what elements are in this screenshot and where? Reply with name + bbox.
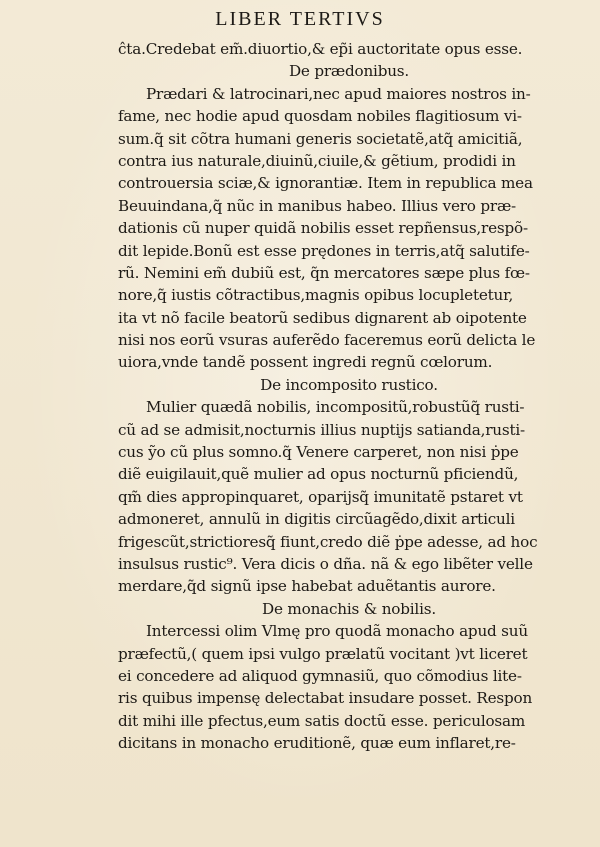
text-line: controuersia sciæ,& ignorantiæ. Item in republica mea — [118, 174, 533, 193]
text-line: qm̃ dies appropinquaret, oparijsq̃ imunitatẽ pstaret vt — [118, 487, 523, 506]
section-heading: De monachis & nobilis. — [262, 599, 436, 618]
text-line: admoneret, annulũ in digitis circũagẽdo,dixit articuli — [118, 510, 515, 529]
text-line: nore,q̃ iustis cõtractibus,magnis opibus locupletetur, — [118, 286, 514, 305]
text-line: præfectũ,( quem ipsi vulgo prælatũ vocitant )vt liceret — [118, 644, 528, 663]
text-line: ris quibus impensę delectabat insudare posset. Respon — [118, 689, 533, 708]
text-line: dit lepide.Bonũ est esse prędones in terris,atq̃ salutife- — [118, 241, 530, 260]
text-line: dit mihi ille pfectus,eum satis doctũ esse. periculosam — [118, 711, 526, 730]
text-line: dicitans in monacho eruditionẽ, quæ eum inflaret,re- — [118, 734, 516, 753]
text-line: frigescũt,strictioresq̃ fiunt,credo diẽ ṗpe adesse, ad hoc — [118, 532, 538, 551]
section-heading: De incomposito rustico. — [260, 375, 438, 394]
text-line: diẽ euigilauit,quẽ mulier ad opus nocturnũ pficiendũ, — [118, 465, 519, 484]
text-line: Prædari & latrocinari,nec apud maiores nostros in- — [146, 84, 531, 103]
text-line: merdare,q̃d signũ ipse habebat aduẽtantis aurore. — [118, 577, 496, 596]
text-line: rũ. Nemini em̃ dubiũ est, q̃n mercatores sæpe plus fœ- — [118, 263, 530, 282]
text-line: sum.q̃ sit cõtra humani generis societatẽ,atq̃ amicitiã, — [118, 129, 523, 148]
text-line: cũ ad se admisit,nocturnis illius nuptijs satianda,rusti- — [118, 420, 525, 439]
text-line: Mulier quædã nobilis, incompositũ,robustũq̃ rusti- — [146, 398, 525, 417]
text-line: insulsus rustic⁹. Vera dicis o dña. nã & ego libẽter velle — [118, 554, 533, 573]
text-line: uiora,vnde tandẽ possent ingredi regnũ cœlorum. — [118, 353, 493, 372]
text-block — [118, 38, 580, 755]
text-line: Beuuindana,q̃ nũc in manibus habeo. Illius vero præ- — [118, 196, 516, 215]
text-line: nisi nos eorũ vsuras auferẽdo faceremus eorũ delicta le — [118, 331, 536, 350]
text-line: fame, nec hodie apud quosdam nobiles flagitiosum vi- — [118, 107, 522, 126]
text-line: ĉta.Credebat em̃.diuortio,& ep̃i auctoritate opus esse. — [118, 40, 523, 58]
section-heading: De prædonibus. — [288, 62, 410, 81]
text-line: ita vt nõ facile beatorũ sedibus dignarent ab oipotente — [118, 308, 527, 327]
text-line: Intercessi olim Vlmę pro quodã monacho apud suũ — [146, 622, 528, 641]
text-line: contra ius naturale,diuinũ,ciuile,& gẽtium, prodidi in — [118, 151, 516, 170]
text-line: dationis cũ nuper quidã nobilis esset repñensus,respõ- — [118, 219, 528, 238]
text-line: ei concedere ad aliquod gymnasiũ, quo cõmodius lite- — [118, 666, 522, 685]
text-line: cus ỹo cũ plus somno.q̃ Venere carperet, non nisi ṗpe — [118, 443, 519, 462]
running-head: LIBER TERTIVS — [215, 8, 385, 30]
